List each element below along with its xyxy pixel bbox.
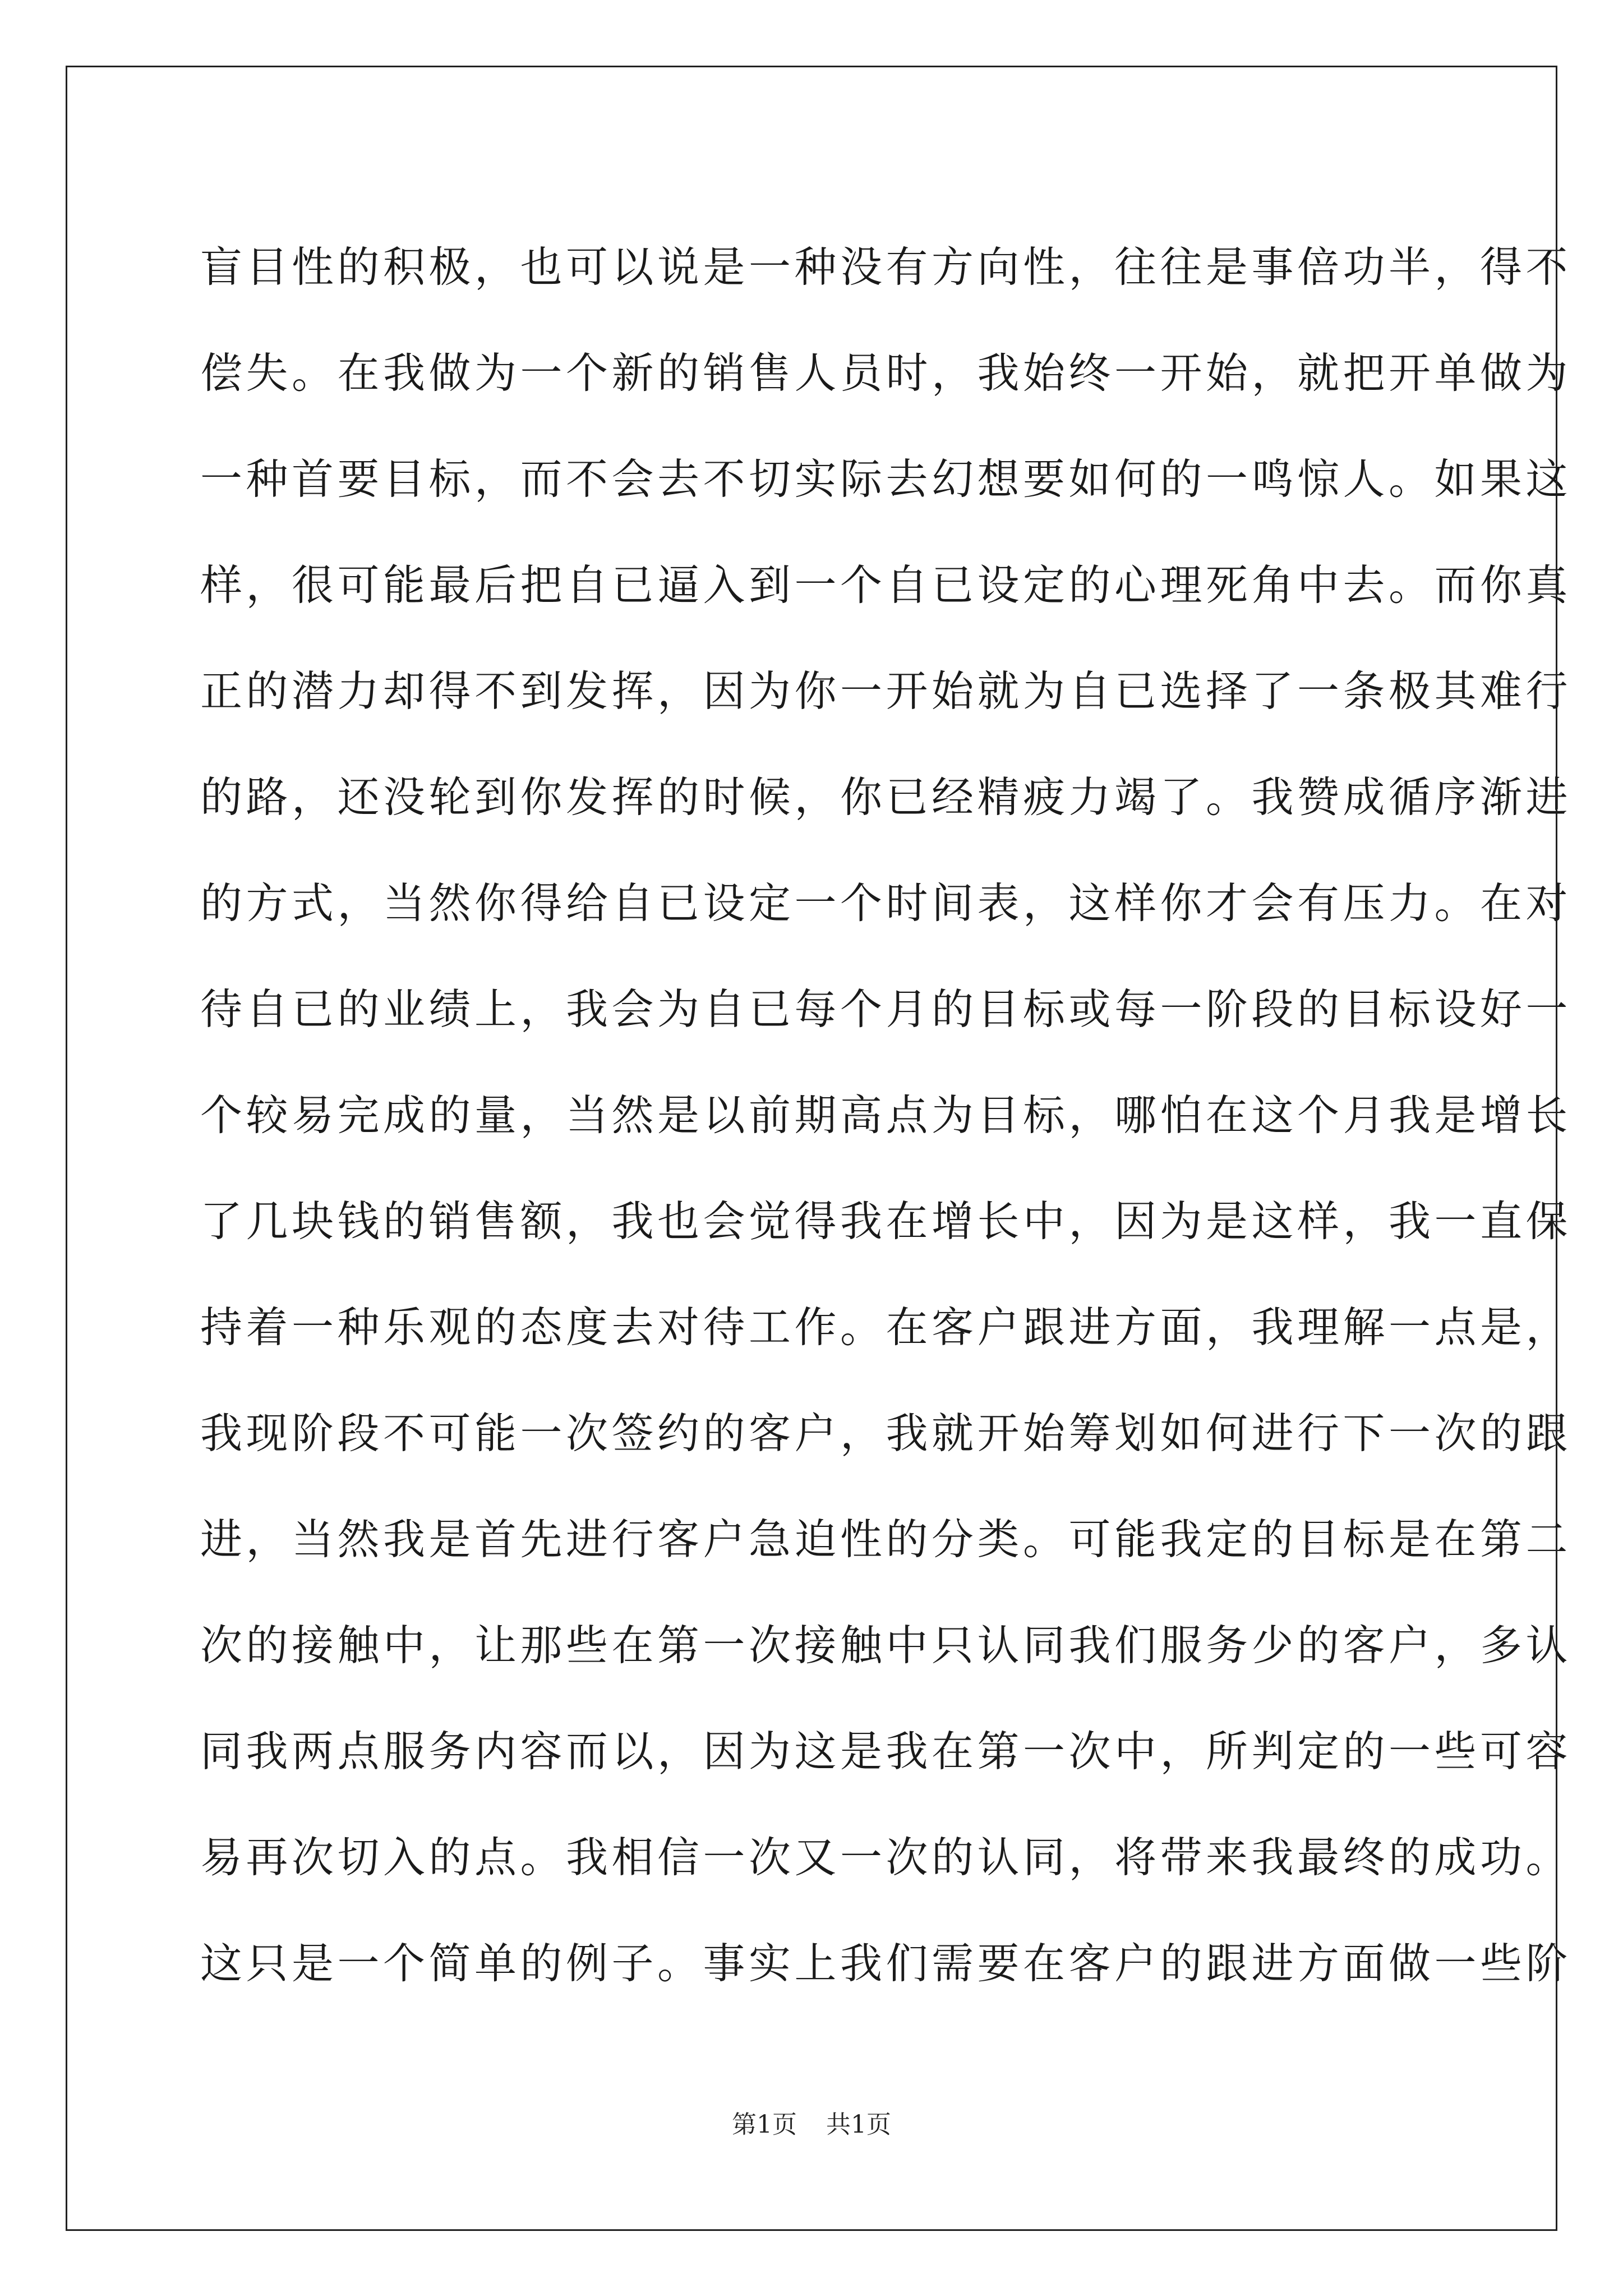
body-line: 了几块钱的销售额，我也会觉得我在增长中，因为是这样，我一直保 xyxy=(200,1197,1572,1246)
body-line: 盲目性的积极，也可以说是一种没有方向性，往往是事倍功半，得不 xyxy=(200,242,1572,292)
body-line: 偿失。在我做为一个新的销售人员时，我始终一开始，就把开单做为 xyxy=(200,348,1572,398)
body-line: 正的潜力却得不到发挥，因为你一开始就为自已选择了一条极其难行 xyxy=(200,666,1572,716)
body-line: 的路，还没轮到你发挥的时候，你已经精疲力竭了。我赞成循序渐进 xyxy=(200,772,1572,822)
body-line: 样，很可能最后把自已逼入到一个自已设定的心理死角中去。而你真 xyxy=(200,560,1572,610)
document-body xyxy=(200,214,1572,2017)
body-line: 易再次切入的点。我相信一次又一次的认同，将带来我最终的成功。 xyxy=(200,1833,1572,1882)
body-line: 个较易完成的量，当然是以前期高点为目标，哪怕在这个月我是增长 xyxy=(200,1091,1572,1140)
body-line: 待自已的业绩上，我会为自已每个月的目标或每一阶段的目标设好一 xyxy=(200,984,1572,1034)
body-line: 我现阶段不可能一次签约的客户，我就开始筹划如何进行下一次的跟 xyxy=(200,1409,1572,1458)
body-line: 次的接触中，让那些在第一次接触中只认同我们服务少的客户，多认 xyxy=(200,1621,1572,1670)
body-line: 这只是一个简单的例子。事实上我们需要在客户的跟进方面做一些阶 xyxy=(200,1939,1572,1988)
body-line: 同我两点服务内容而以，因为这是我在第一次中，所判定的一些可容 xyxy=(200,1727,1572,1776)
body-line: 一种首要目标，而不会去不切实际去幻想要如何的一鸣惊人。如果这 xyxy=(200,454,1572,504)
body-line: 的方式，当然你得给自已设定一个时间表，这样你才会有压力。在对 xyxy=(200,878,1572,928)
body-line: 进，当然我是首先进行客户急迫性的分类。可能我定的目标是在第二 xyxy=(200,1515,1572,1564)
body-line: 持着一种乐观的态度去对待工作。在客户跟进方面，我理解一点是， xyxy=(200,1303,1572,1352)
page-number: 第1页 xyxy=(732,2110,797,2139)
page-total: 共1页 xyxy=(826,2110,891,2139)
page-footer xyxy=(0,2108,1623,2142)
